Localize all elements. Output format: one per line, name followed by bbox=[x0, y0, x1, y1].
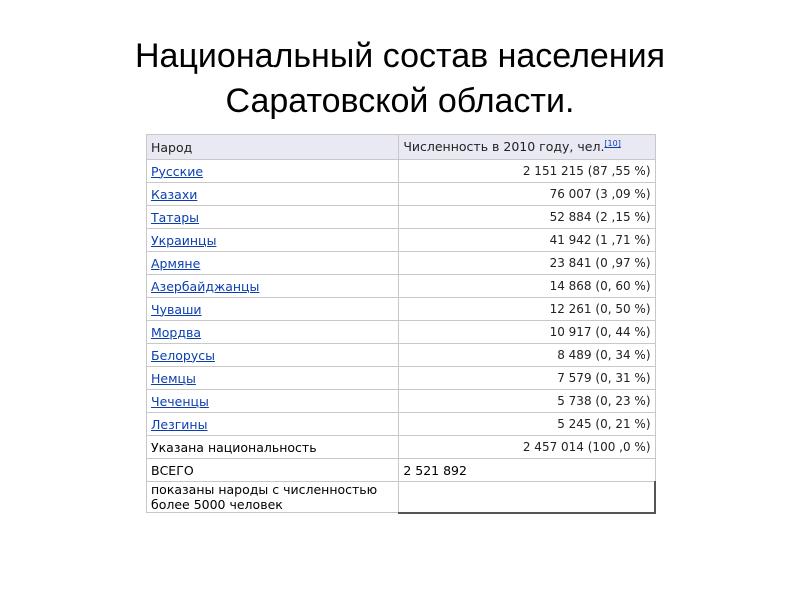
table-row bbox=[147, 160, 656, 183]
population-value: 41 942 (1 ,71 %) bbox=[399, 229, 655, 252]
total-label: ВСЕГО bbox=[147, 459, 399, 482]
table-row bbox=[147, 229, 656, 252]
population-value: 76 007 (3 ,09 %) bbox=[399, 183, 655, 206]
header-count bbox=[399, 135, 655, 160]
header-count-label: Численность в 2010 году, чел. bbox=[403, 139, 605, 155]
nation-link[interactable]: Немцы bbox=[151, 370, 196, 386]
nation-link[interactable]: Чуваши bbox=[151, 301, 202, 317]
table-row bbox=[147, 390, 656, 413]
nation-link[interactable]: Русские bbox=[151, 163, 204, 179]
indicated-label: Указана национальность bbox=[147, 436, 399, 459]
nation-link[interactable]: Украинцы bbox=[151, 232, 217, 248]
table-header-row bbox=[147, 135, 656, 160]
indicated-value: 2 457 014 (100 ,0 %) bbox=[399, 436, 655, 459]
nation-link[interactable]: Мордва bbox=[151, 324, 202, 340]
nation-link[interactable]: Татары bbox=[151, 209, 200, 225]
reference-link[interactable]: [10] bbox=[604, 139, 621, 149]
table-row bbox=[147, 344, 656, 367]
population-value: 5 245 (0, 21 %) bbox=[399, 413, 655, 436]
population-value: 8 489 (0, 34 %) bbox=[399, 344, 655, 367]
nation-link[interactable]: Армяне bbox=[151, 255, 201, 271]
slide-title-line-2: Саратовской области. bbox=[225, 82, 575, 120]
nation-link[interactable]: Чеченцы bbox=[151, 393, 209, 409]
table-row bbox=[147, 413, 656, 436]
table-row bbox=[147, 275, 656, 298]
total-row bbox=[147, 459, 656, 482]
note-value bbox=[399, 482, 655, 513]
population-value: 7 579 (0, 31 %) bbox=[399, 367, 655, 390]
population-value: 52 884 (2 ,15 %) bbox=[399, 206, 655, 229]
population-value: 10 917 (0, 44 %) bbox=[399, 321, 655, 344]
population-value: 14 868 (0, 60 %) bbox=[399, 275, 655, 298]
header-nation: Народ bbox=[147, 135, 399, 160]
table-row bbox=[147, 321, 656, 344]
population-value: 23 841 (0 ,97 %) bbox=[399, 252, 655, 275]
nation-link[interactable]: Лезгины bbox=[151, 416, 208, 432]
table-row bbox=[147, 298, 656, 321]
nation-link[interactable]: Азербайджанцы bbox=[151, 278, 260, 294]
note-row bbox=[147, 482, 656, 513]
table-row bbox=[147, 206, 656, 229]
population-value: 5 738 (0, 23 %) bbox=[399, 390, 655, 413]
slide-title bbox=[0, 34, 800, 124]
nation-link[interactable]: Казахи bbox=[151, 186, 198, 202]
table-row bbox=[147, 252, 656, 275]
note-label: показаны народы с численностью более 5000 человек bbox=[147, 482, 399, 513]
population-value: 2 151 215 (87 ,55 %) bbox=[399, 160, 655, 183]
nation-link[interactable]: Белорусы bbox=[151, 347, 215, 363]
indicated-row bbox=[147, 436, 656, 459]
table-row bbox=[147, 183, 656, 206]
population-value: 12 261 (0, 50 %) bbox=[399, 298, 655, 321]
population-table bbox=[146, 134, 656, 514]
table-row bbox=[147, 367, 656, 390]
slide-title-line-1: Национальный состав населения bbox=[134, 37, 666, 75]
total-value: 2 521 892 bbox=[399, 459, 655, 482]
